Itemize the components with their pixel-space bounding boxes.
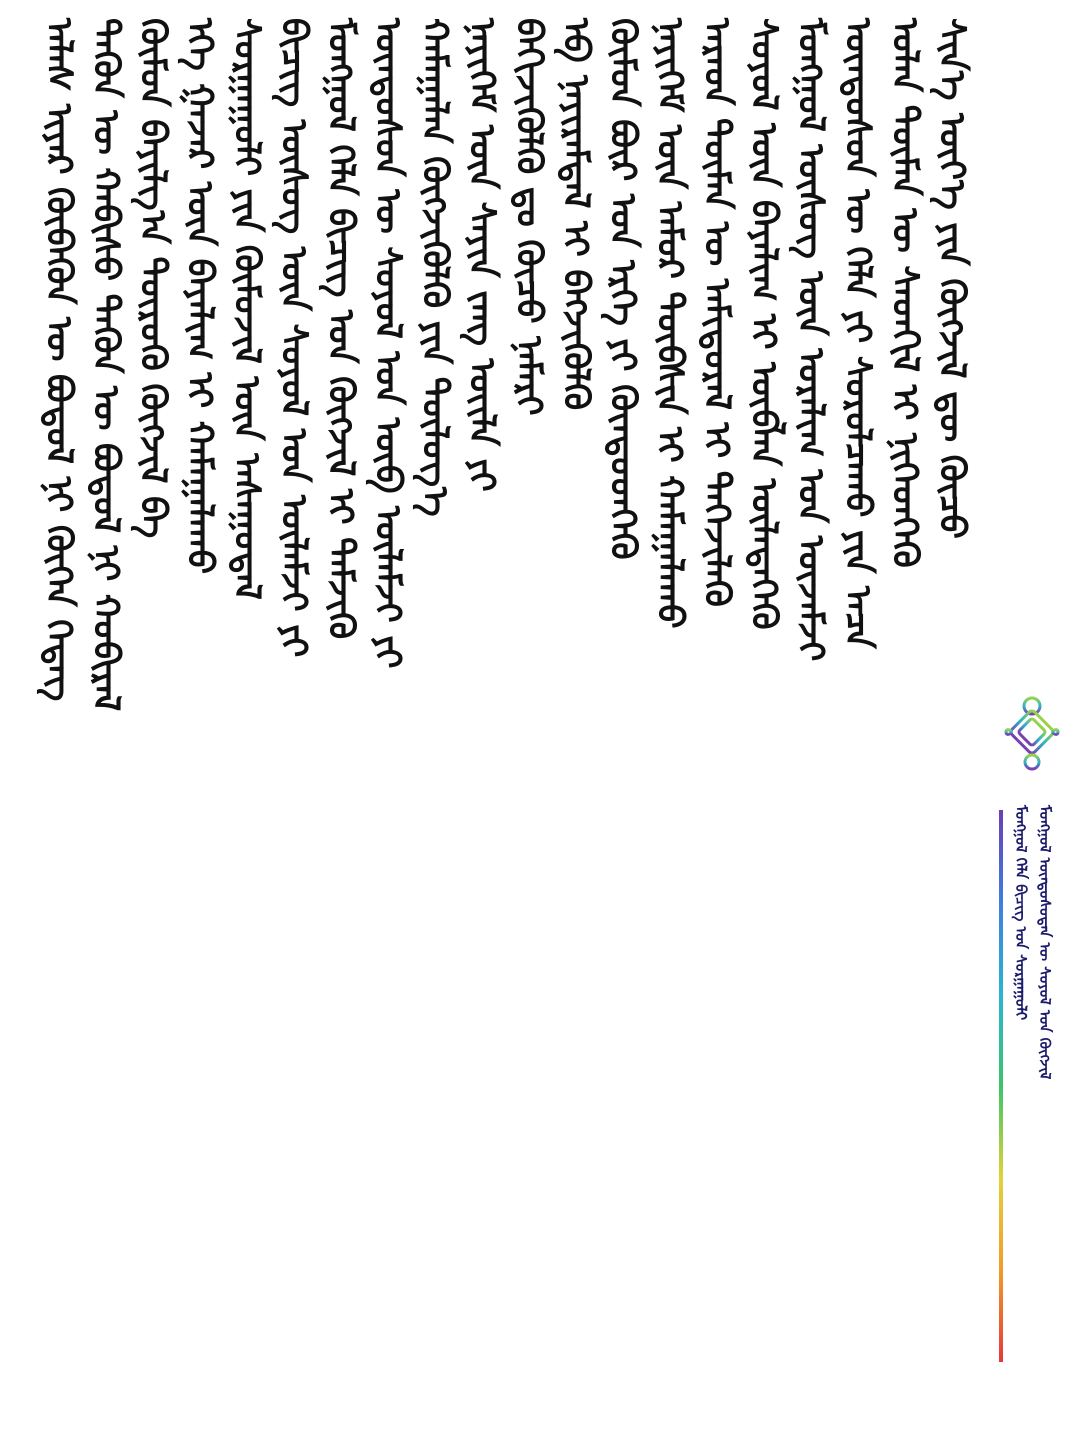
text-column-3: ᠬᠦᠮᠦᠨ ᠪᠠᠶᠢᠯᠭ᠎ᠠ ᠲᠦᠷᠦᠬᠦ ᠬᠥᠭᠵᠢᠯ ᠪᠠ bbox=[132, 18, 173, 539]
text-column-7: ᠮᠣᠩᠭᠣᠯ ᠬᠡᠯᠡ ᠪᠢᠴᠢᠭ ᠤᠨ ᠬᠥᠭᠵᠢᠯ ᠢ ᠳᠡᠮᠵᠢᠬᠦ bbox=[320, 18, 361, 640]
text-column-9: ᠬᠠᠮᠠᠭᠠᠯᠠᠨ ᠬᠥᠭᠵᠢᠭᠦᠯᠬᠦ ᠶᠢᠨ ᠲᠥᠯᠥᠭ᠎ᠡ bbox=[414, 18, 455, 517]
text-column-13: ᠬᠦᠮᠦᠨ ᠪᠦᠷ ᠤᠨ ᠡᠷᠬᠡ ᠶᠢ ᠬᠦᠨᠳᠦᠳᠬᠡᠬᠦ bbox=[602, 18, 643, 560]
text-column-11: ᠪᠡᠬᠢᠵᠢᠭᠦᠯᠬᠦ ᠳᠤ ᠬᠦᠴᠦ ᠨᠡᠮᠡᠷᠢ bbox=[508, 18, 549, 416]
text-column-15: ᠠᠷᠠᠳ ᠲᠦᠮᠡᠨ ᠦ ᠠᠮᠢᠳᠤᠷᠠᠯ ᠢ ᠳᠡᠭᠡᠵᠢᠯᠡᠬᠦ bbox=[696, 18, 737, 607]
text-column-10: ᠨᠡᠶᠢᠭᠡᠮ ᠦᠨ ᠰᠠᠶᠢᠨ ᠵᠠᠩ ᠦᠢᠯᠡ ᠶᠢ bbox=[461, 18, 502, 492]
rainbow-rule bbox=[999, 810, 1003, 1362]
text-column-14: ᠨᠡᠶᠢᠭᠡᠮ ᠦᠨ ᠠᠮᠤᠷ ᠲᠦᠪᠰᠢᠨ ᠢ ᠬᠠᠮᠠᠭᠠᠯᠠᠬᠤ bbox=[649, 18, 690, 629]
text-column-12: ᠡᠪ ᠨᠠᠶᠢᠷᠠᠮᠳᠠᠯ ᠢ ᠪᠡᠬᠵᠢᠭᠦᠯᠬᠦ bbox=[555, 18, 596, 411]
text-column-2: ᠲᠡᠭᠦᠨ ᠦ ᠬᠠᠪᠢᠰᠤ ᠲᠡᠭᠦᠨ ᠦ ᠪᠤᠳᠤᠯ ᠨᠢ ᠬᠤᠪᠢᠷᠠᠯ bbox=[85, 18, 126, 712]
text-column-19: ᠣᠯᠠᠨ ᠲᠦᠮᠡᠨ ᠦ ᠰᠡᠳᠬᠢᠯ ᠢ ᠨᠢᠭᠡᠳᠭᠡᠬᠦ bbox=[884, 18, 925, 568]
text-column-6: ᠪᠢᠴᠢᠭ ᠦᠰᠦᠭ ᠦᠨ ᠰᠤᠶᠤᠯ ᠤᠨ ᠦᠯᠡᠮᠵᠢ ᠶᠢ bbox=[273, 18, 314, 658]
text-column-8: ᠦᠨᠳᠦᠰᠦᠨ ᠦ ᠰᠤᠶᠤᠯ ᠤᠨ ᠥᠪ ᠦᠯᠡᠮᠵᠢ ᠶᠢ bbox=[367, 18, 408, 669]
text-column-1: ᠠᠯᠠᠰ ᠢᠶᠠᠷ ᠬᠥᠪᠡᠭᠦᠨ ᠦ ᠪᠤᠳᠤᠯ ᠨᠢ ᠬᠥᠬᠡᠨ ᠭᠡᠳᠡᠭ bbox=[38, 18, 79, 702]
header-line-2: ᠮᠣᠩᠭᠣᠯ ᠦᠨᠳᠦᠰᠦᠲᠡᠨ ᠦ ᠰᠤᠶᠤᠯ ᠤᠨ ᠬᠥᠭᠵᠢᠯ bbox=[1036, 805, 1054, 1080]
text-column-16: ᠰᠤᠶᠤᠯ ᠦᠨ ᠪᠠᠶᠠᠯᠢᠭ ᠢ ᠥᠪᠯᠡᠨ ᠦᠯᠡᠳᠡᠭᠡᠬᠦ bbox=[743, 18, 784, 630]
header-zone bbox=[992, 690, 1067, 1380]
text-column-4: ᠡᠬᠡ ᠭᠠᠵᠠᠷ ᠦᠨ ᠪᠠᠶᠠᠯᠢᠭ ᠢ ᠬᠠᠮᠠᠭᠠᠯᠠᠬᠤ bbox=[179, 18, 220, 575]
text-column-5: ᠰᠤᠷᠭᠠᠭᠤᠯᠢ ᠶᠢᠨ ᠬᠦᠮᠦᠵᠢᠯ ᠦᠨ ᠠᠰᠠᠭᠤᠳᠠᠯ bbox=[226, 18, 267, 600]
text-column-18: ᠦᠨᠳᠦᠰᠦᠨ ᠦ ᠬᠡᠯᠡ ᠶᠢ ᠰᠤᠷᠤᠯᠴᠠᠬᠤ ᠶᠢᠨ ᠠᠴᠠ bbox=[837, 18, 878, 649]
endless-knot-icon bbox=[1002, 692, 1062, 792]
header-line-1: ᠮᠣᠩᠭᠣᠯ ᠬᠡᠯᠡ ᠪᠢᠴᠢᠭ ᠤᠨ ᠰᠤᠷᠭᠠᠭᠤᠯᠢ bbox=[1012, 805, 1030, 1021]
text-column-20: ᠰᠢᠨ᠎ᠡ ᠦᠶ᠎ᠡ ᠶᠢᠨ ᠬᠥᠭᠵᠢᠯ ᠳᠦ ᠬᠦᠴᠦ bbox=[931, 18, 972, 539]
text-column-17: ᠮᠣᠩᠭᠣᠯ ᠦᠰᠦᠭ ᠦᠨ ᠤᠷᠠᠯᠢᠭ ᠤᠨ ᠦᠵᠡᠮᠵᠢ bbox=[790, 18, 831, 662]
